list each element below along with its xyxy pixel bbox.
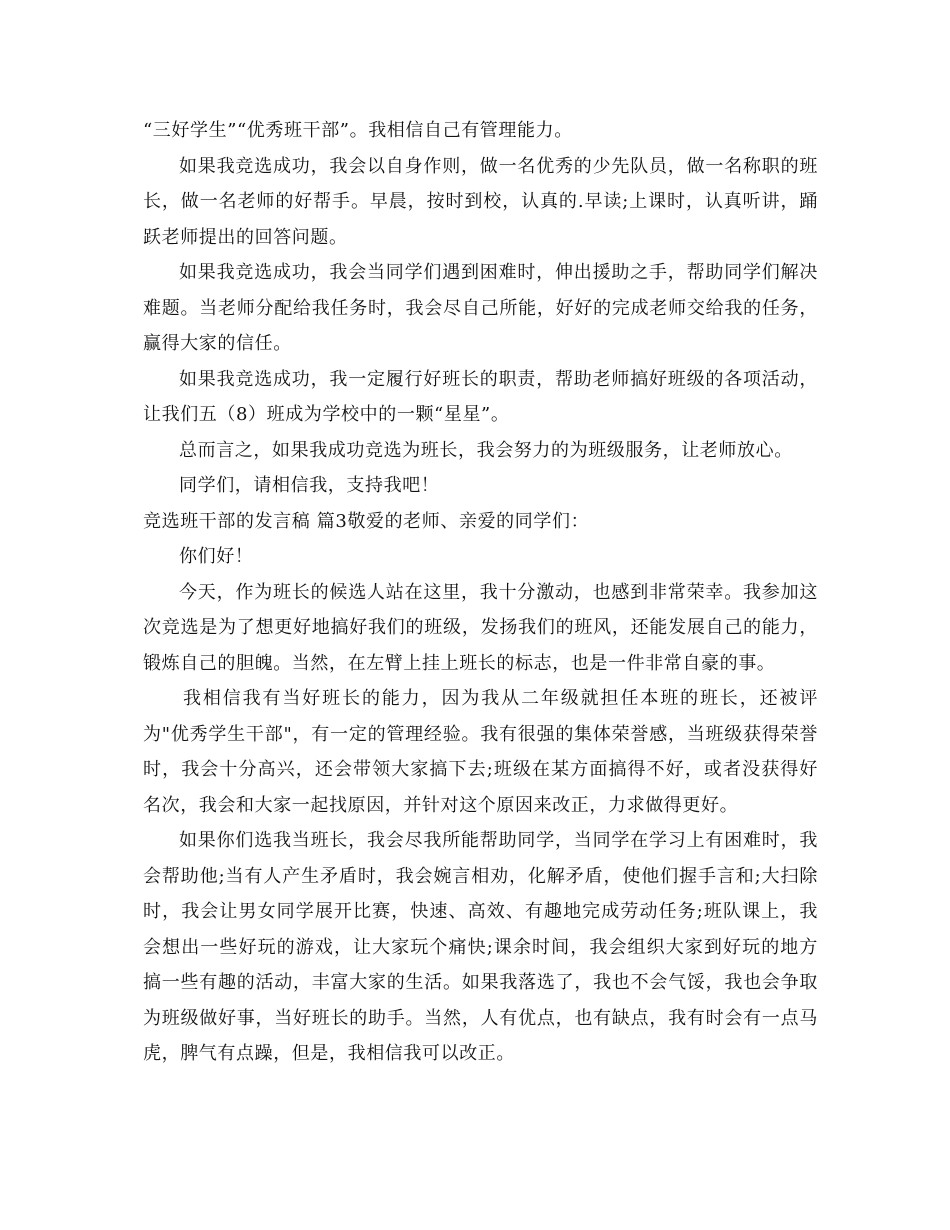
paragraph: 如果我竞选成功，我会以自身作则，做一名优秀的少先队员，做一名称职的班长，做一名老师的好帮手。早晨，按时到校，认真的.早读;上课时，认真听讲，踊跃老师提出的回答问题。 (143, 155, 818, 248)
paragraph: 同学们，请相信我，支持我吧！ (179, 475, 440, 496)
paragraph: 我相信我有当好班长的能力，因为我从二年级就担任本班的班长，还被评为"优秀学生干部"，有一定的管理经验。我有很强的集体荣誉感，当班级获得荣誉时，我会十分高兴，还会带领大家搞下去;班级在某方面搞得不好，或者没获得好名次，我会和大家一起找原因，并针对这个原因来改正，力求做得更好。 (143, 688, 818, 816)
paragraph: 如果我竞选成功，我会当同学们遇到困难时，伸出援助之手，帮助同学们解决难题。当老师分配给我任务时，我会尽自己所能，好好的完成老师交给我的任务，赢得大家的信任。 (143, 262, 818, 354)
document-body (143, 113, 818, 1072)
paragraph: 你们好！ (179, 546, 254, 567)
paragraph: “三好学生”“优秀班干部”。我相信自己有管理能力。 (143, 120, 573, 141)
paragraph: 如果你们选我当班长，我会尽我所能帮助同学，当同学在学习上有困难时，我会帮助他;当有人产生矛盾时，我会婉言相劝，化解矛盾，使他们握手言和;大扫除时，我会让男女同学展开比赛，快速、高效、有趣地完成劳动任务;班队课上，我会想出一些好玩的游戏，让大家玩个痛快;课余时间，我会组织大家到好玩的地方搞一些有趣的活动，丰富大家的生活。如果我落选了，我也不会气馁，我也会争取为班级做好事，当好班长的助手。当然，人有优点，也有缺点，我有时会有一点马虎，脾气有点躁，但是，我相信我可以改正。 (143, 830, 818, 1064)
paragraph: 今天，作为班长的候选人站在这里，我十分激动，也感到非常荣幸。我参加这次竞选是为了想更好地搞好我们的班级，发扬我们的班风，还能发展自己的能力，锻炼自己的胆魄。当然，在左臂上挂上班长的标志，也是一件非常自豪的事。 (143, 581, 818, 674)
section-heading: 竞选班干部的发言稿 篇3敬爱的老师、亲爱的同学们： (143, 510, 590, 532)
paragraph: 总而言之，如果我成功竞选为班长，我会努力的为班级服务，让老师放心。 (179, 439, 793, 461)
paragraph: 如果我竞选成功，我一定履行好班长的职责，帮助老师搞好班级的各项活动，让我们五（8）班成为学校中的一颗“星星”。 (143, 368, 818, 425)
